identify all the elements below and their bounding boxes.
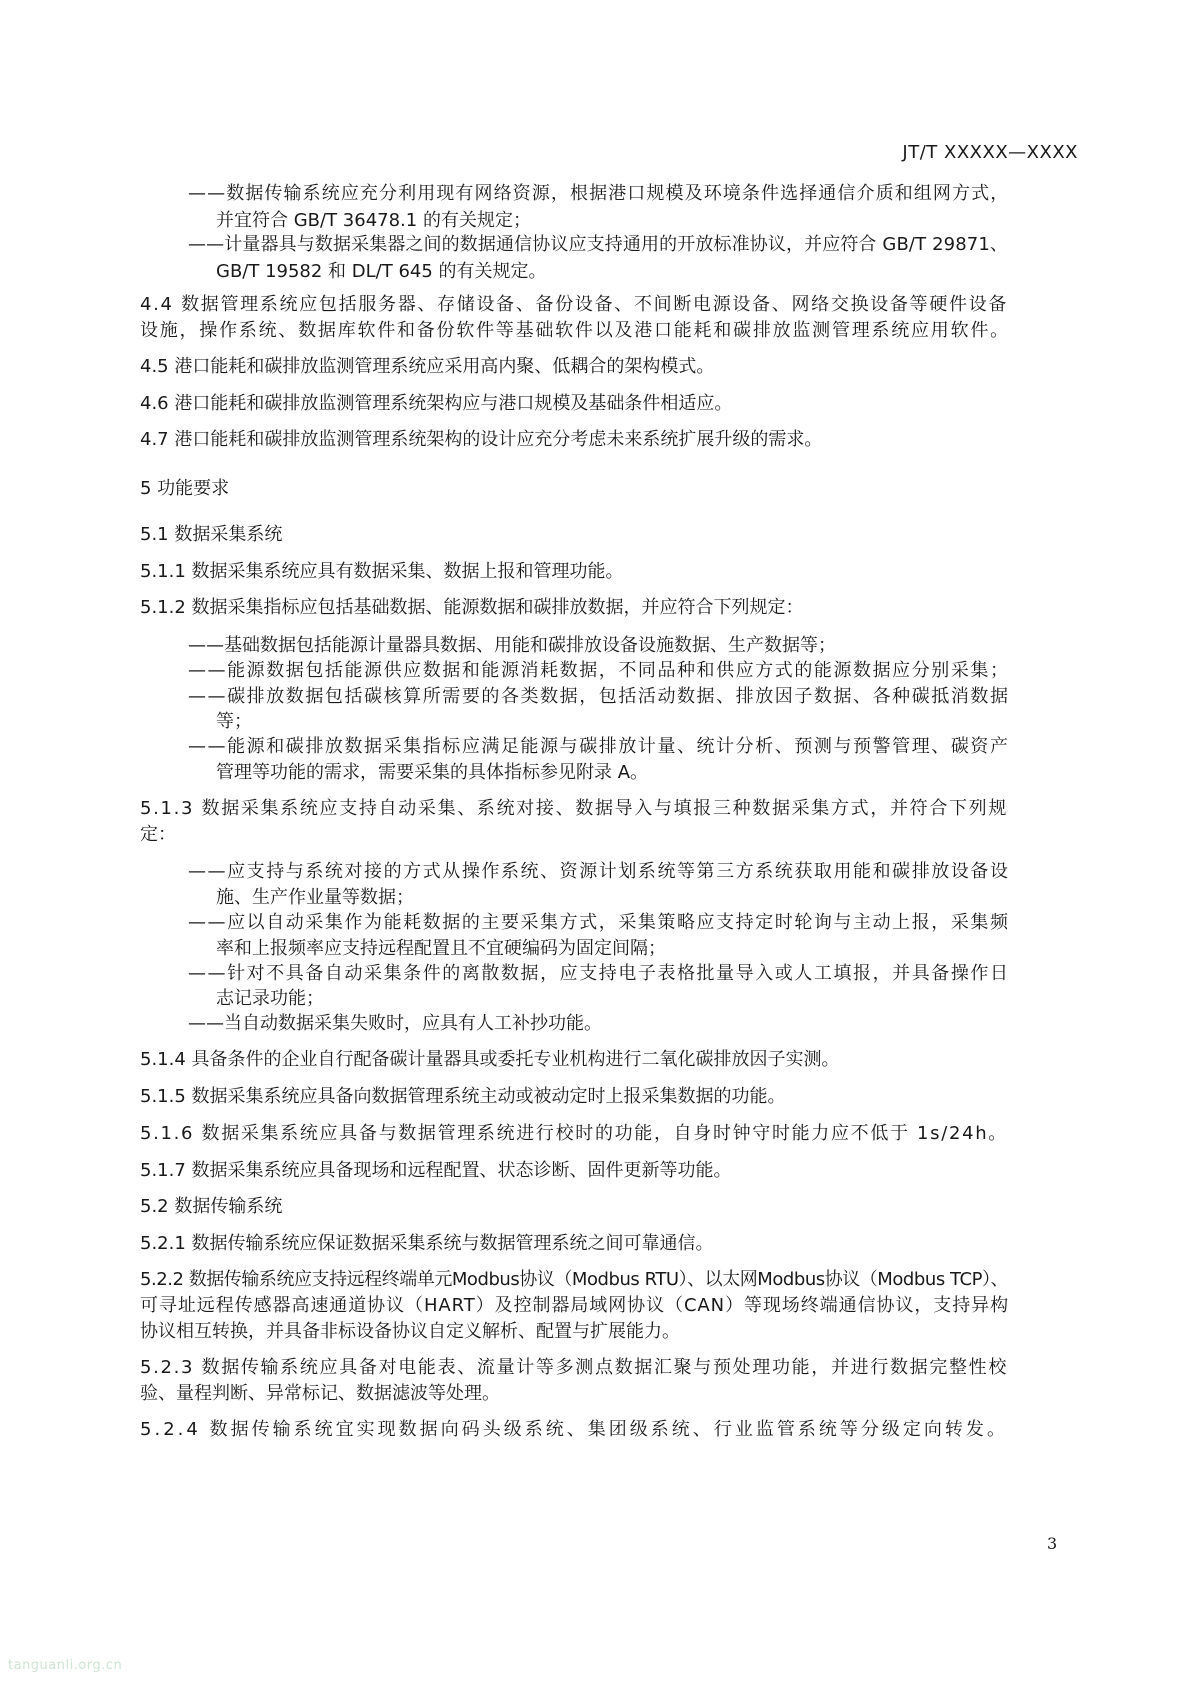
clause-4-5: 4.5 港口能耗和碳排放监测管理系统应采用高内聚、低耦合的架构模式。 [140, 356, 715, 377]
clause-5-1-6: 5.1.6 数据采集系统应具备与数据管理系统进行校时的功能，自身时钟守时能力应不低于 1s/24h。 [140, 1123, 1008, 1144]
list-item-continuation: 志记录功能； [216, 988, 324, 1009]
list-item-continuation: 并宜符合 GB/T 36478.1 的有关规定； [216, 210, 531, 231]
list-item: ——基础数据包括能源计量器具数据、用能和碳排放设备设施数据、生产数据等； [188, 635, 836, 656]
list-item: ——数据传输系统应充分利用现有网络资源，根据港口规模及环境条件选择通信介质和组网方式， [188, 183, 1010, 204]
clause-5-1-4: 5.1.4 具备条件的企业自行配备碳计量器具或委托专业机构进行二氧化碳排放因子实测。 [140, 1049, 840, 1070]
list-item: ——能源和碳排放数据采集指标应满足能源与碳排放计量、统计分析、预测与预警管理、碳资产 [188, 736, 1010, 757]
list-item: ——针对不具备自动采集条件的离散数据，应支持电子表格批量导入或人工填报，并具备操作日 [188, 963, 1010, 984]
clause-5-1-5: 5.1.5 数据采集系统应具备向数据管理系统主动或被动定时上报采集数据的功能。 [140, 1086, 786, 1107]
page-number: 3 [1047, 1534, 1058, 1553]
clause-5-2-4: 5.2.4 数据传输系统宜实现数据向码头级系统、集团级系统、行业监管系统等分级定向转发。 [140, 1419, 1008, 1440]
list-item-continuation: 管理等功能的需求，需要采集的具体指标参见附录 A。 [216, 762, 649, 783]
clause-5-1-1: 5.1.1 数据采集系统应具有数据采集、数据上报和管理功能。 [140, 561, 624, 582]
clause-4-4-continuation: 设施，操作系统、数据库软件和备份软件等基础软件以及港口能耗和碳排放监测管理系统应用软件。 [140, 320, 1010, 341]
clause-5-2-3-continuation: 验、量程判断、异常标记、数据滤波等处理。 [140, 1383, 500, 1404]
list-item: ——应以自动采集作为能耗数据的主要采集方式，采集策略应支持定时轮询与主动上报，采集频 [188, 912, 1010, 933]
clause-5-2-2: 5.2.2 数据传输系统应支持远程终端单元Modbus协议（Modbus RTU）、以太网Modbus协议（Modbus TCP）、 [140, 1269, 1009, 1290]
watermark: tanguanli.org.cn [8, 1658, 123, 1673]
section-5-1-heading: 5.1 数据采集系统 [140, 524, 283, 545]
clause-5-2-1: 5.2.1 数据传输系统应保证数据采集系统与数据管理系统之间可靠通信。 [140, 1233, 714, 1254]
clause-4-4: 4.4 数据管理系统应包括服务器、存储设备、备份设备、不间断电源设备、网络交换设备等硬件设备 [140, 294, 1009, 315]
clause-5-1-3-continuation: 定： [140, 824, 176, 845]
clause-5-2-3: 5.2.3 数据传输系统应具备对电能表、流量计等多测点数据汇聚与预处理功能，并进行数据完整性校 [140, 1357, 1009, 1378]
list-item-continuation: 施、生产作业量等数据； [216, 887, 414, 908]
list-item: ——碳排放数据包括碳核算所需要的各类数据，包括活动数据、排放因子数据、各种碳抵消数据 [188, 686, 1010, 707]
clause-5-2-2-continuation: 可寻址远程传感器高速通道协议（HART）及控制器局域网协议（CAN）等现场终端通信协议，支持异构 [140, 1295, 1010, 1316]
section-5-2-heading: 5.2 数据传输系统 [140, 1196, 283, 1217]
list-item-continuation: 率和上报频率应支持远程配置且不宜硬编码为固定间隔； [216, 938, 666, 959]
section-5-heading: 5 功能要求 [140, 478, 230, 499]
list-item-continuation: 等； [216, 711, 252, 732]
document-code: JT/T XXXXX—XXXX [902, 142, 1078, 163]
clause-5-2-2-continuation: 协议相互转换，并具备非标设备协议自定义解析、配置与扩展能力。 [140, 1321, 680, 1342]
clause-4-6: 4.6 港口能耗和碳排放监测管理系统架构应与港口规模及基础条件相适应。 [140, 393, 733, 414]
list-item: ——当自动数据采集失败时，应具有人工补抄功能。 [188, 1013, 602, 1034]
clause-5-1-3: 5.1.3 数据采集系统应支持自动采集、系统对接、数据导入与填报三种数据采集方式，并符合下列规 [140, 798, 1009, 819]
clause-4-7: 4.7 港口能耗和碳排放监测管理系统架构的设计应充分考虑未来系统扩展升级的需求。 [140, 429, 823, 450]
list-item: ——能源数据包括能源供应数据和能源消耗数据，不同品种和供应方式的能源数据应分别采集； [188, 660, 1010, 681]
clause-5-1-7: 5.1.7 数据采集系统应具备现场和远程配置、状态诊断、固件更新等功能。 [140, 1160, 732, 1181]
list-item-continuation: GB/T 19582 和 DL/T 645 的有关规定。 [216, 261, 547, 282]
list-item: ——应支持与系统对接的方式从操作系统、资源计划系统等第三方系统获取用能和碳排放设备设 [188, 861, 1010, 882]
list-item: ——计量器具与数据采集器之间的数据通信协议应支持通用的开放标准协议，并应符合 GB/T 29871、 [188, 234, 1009, 255]
clause-5-1-2: 5.1.2 数据采集指标应包括基础数据、能源数据和碳排放数据，并应符合下列规定： [140, 597, 804, 618]
